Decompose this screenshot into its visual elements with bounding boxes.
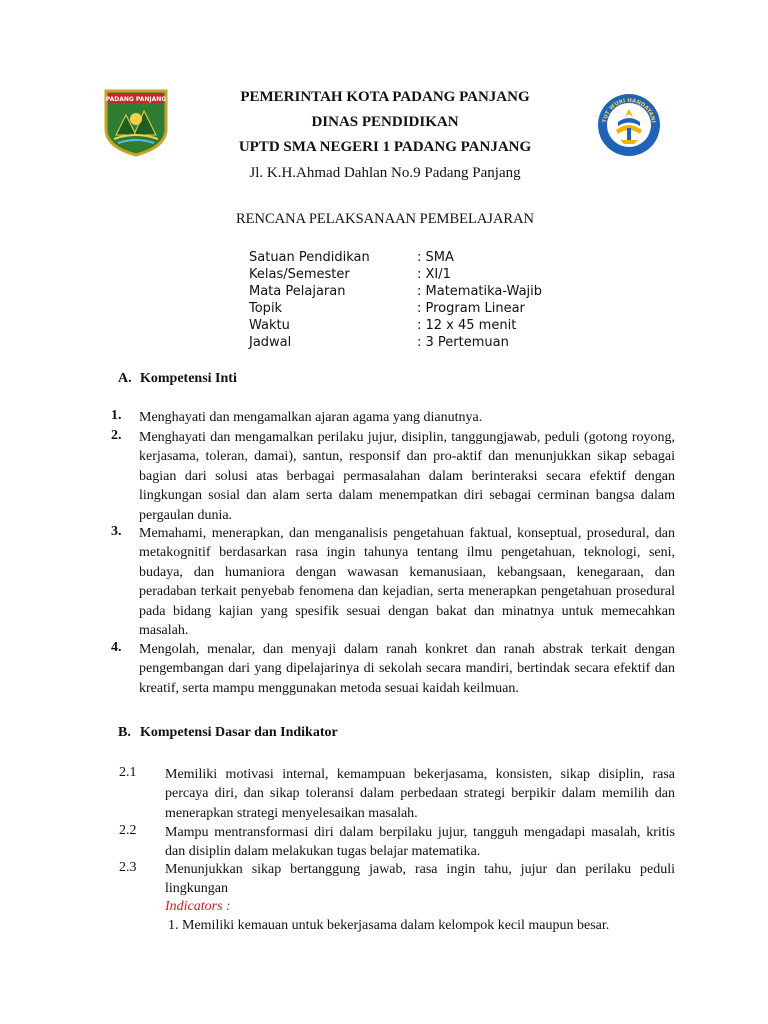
section-title: Kompetensi Dasar dan Indikator (140, 725, 338, 740)
list-number: 3. (111, 524, 122, 539)
indicators-label: Indicators : (165, 899, 231, 914)
identity-value: : 3 Pertemuan (417, 335, 509, 350)
section-title: Kompetensi Inti (140, 371, 237, 386)
identity-value: : Matematika-Wajib (417, 284, 543, 299)
svg-text:TUT WURI HANDAYANI: TUT WURI HANDAYANI (602, 97, 656, 124)
list-item: Menghayati dan mengamalkan ajaran agama yang dianutnya. (139, 410, 483, 425)
list-item: Mengolah, menalar, dan menyaji dalam ranah konkret dan ranah abstrak terkait dengan pengembangan dari yang dipelajarinya di sekolah secara mandiri, bertindak secara efektif dan kreatif, serta mampu menggunakan metoda sesuai kaidah keilmuan. (139, 642, 675, 696)
list-number: 2. (111, 428, 122, 443)
header-address: Jl. K.H.Ahmad Dahlan No.9 Padang Panjang (249, 165, 521, 181)
indicator-item: 1. Memiliki kemauan untuk bekerjasama dalam kelompok kecil maupun besar. (168, 918, 610, 933)
competency-item: Menunjukkan sikap bertanggung jawab, rasa ingin tahu, jujur dan perilaku peduli lingkungan (165, 862, 675, 897)
list-item: Memahami, menerapkan, dan menganalisis pengetahuan faktual, konseptual, prosedural, dan metakognitif berdasarkan rasa ingin tahunya tentang ilmu pengetahuan, teknologi, seni, budaya, dan humaniora dengan wawasan kemanusiaan, kebangsaan, kenegaraan, dan peradaban terkait penyebab fenomena dan kejadian, serta menerapkan pengetahuan prosedural pada bidang kajian yang spesifik sesuai dengan bakat dan minatnya untuk memecahkan masalah. (139, 526, 675, 639)
section-letter: A. (118, 371, 132, 386)
list-number: 1. (111, 408, 122, 423)
document-title: RENCANA PELAKSANAAN PEMBELAJARAN (235, 211, 535, 227)
header-school: UPTD SMA NEGERI 1 PADANG PANJANG (238, 139, 532, 155)
list-item: Menghayati dan mengamalkan perilaku jujur, disiplin, tanggungjawab, peduli (gotong royong, kerjasama, toleran, damai), santun, responsif dan pro-aktif dan menunjukkan sikap sebagai bagian dari solusi atas berbagai permasalahan dalam berinteraksi secara efektif dengan lingkungan sosial dan alam serta dalam menempatkan diri sebagai cerminan bangsa dalam pergaulan dunia. (139, 430, 675, 523)
identity-value: : 12 x 45 menit (417, 318, 517, 333)
section-b-heading (118, 725, 338, 741)
section-letter: B. (118, 725, 131, 740)
identity-label: Waktu (249, 318, 290, 333)
identity-value: : SMA (417, 250, 454, 265)
header-government: PEMERINTAH KOTA PADANG PANJANG (240, 89, 530, 105)
identity-value: : Program Linear (417, 301, 525, 316)
competency-item: Memiliki motivasi internal, kemampuan bekerjasama, konsisten, sikap disiplin, rasa percaya diri, dan sikap toleransi dalam perbedaan strategi berpikir dalam memilih dan menerapkan strategi menyelesaikan masalah. (165, 767, 675, 821)
identity-value: : XI/1 (417, 267, 451, 282)
svg-text:PADANG PANJANG: PADANG PANJANG (105, 96, 167, 103)
identity-label: Mata Pelajaran (249, 284, 346, 299)
identity-label: Topik (249, 301, 283, 316)
section-a-heading (118, 371, 237, 387)
identity-label: Jadwal (249, 335, 292, 350)
padang-panjang-crest-logo (104, 89, 168, 157)
header-department: DINAS PENDIDIKAN (311, 114, 459, 130)
tut-wuri-handayani-logo (596, 92, 662, 158)
competency-number: 2.3 (119, 860, 137, 875)
competency-number: 2.1 (119, 765, 137, 780)
identity-label: Kelas/Semester (249, 267, 350, 282)
identity-label: Satuan Pendidikan (249, 250, 370, 265)
competency-item: Mampu mentransformasi diri dalam berpilaku jujur, tangguh mengadapi masalah, kritis dan disiplin dalam melakukan tugas belajar matematika. (165, 825, 675, 860)
competency-number: 2.2 (119, 823, 137, 838)
list-number: 4. (111, 640, 122, 655)
